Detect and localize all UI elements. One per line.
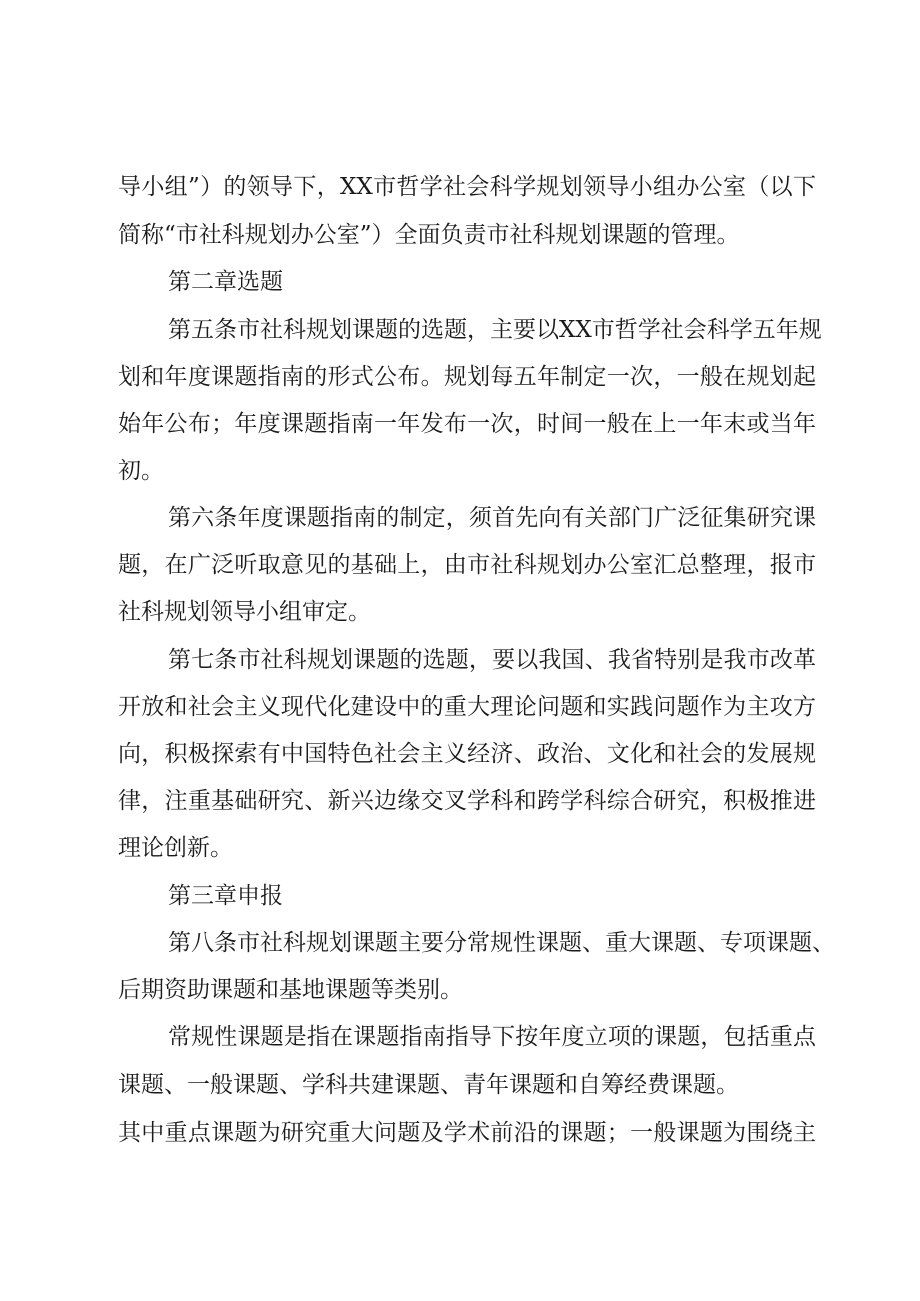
paragraph-line: 开放和社会主义现代化建设中的重大理论问题和实践问题作为主攻方 (118, 694, 816, 720)
paragraph-line: 第五条市社科规划课题的选题，主要以XX市哲学社会科学五年规 (168, 317, 822, 343)
paragraph-line: 律，注重基础研究、新兴边缘交叉学科和跨学科综合研究，积极推进 (118, 788, 816, 814)
paragraph-line: 第七条市社科规划课题的选题，要以我国、我省特别是我市改革 (168, 647, 816, 673)
paragraph-line: 初。 (118, 458, 164, 484)
paragraph-line: 划和年度课题指南的形式公布。规划每五年制定一次，一般在规划起 (118, 364, 816, 390)
paragraph-line: 向，积极探索有中国特色社会主义经济、政治、文化和社会的发展规 (118, 741, 816, 767)
paragraph-line: 理论创新。 (118, 835, 233, 861)
paragraph-line: 第六条年度课题指南的制定，须首先向有关部门广泛征集研究课 (168, 505, 816, 531)
paragraph-line: 课题、一般课题、学科共建课题、青年课题和自筹经费课题。 (118, 1072, 739, 1098)
paragraph-line: 常规性课题是指在课题指南指导下按年度立项的课题，包括重点 (168, 1024, 816, 1050)
paragraph-line: 导小组”）的领导下，XX市哲学社会科学规划领导小组办公室（以下 (118, 174, 816, 200)
paragraph-line: 始年公布；年度课题指南一年发布一次，时间一般在上一年末或当年 (118, 411, 816, 437)
paragraph-line: 题，在广泛听取意见的基础上，由市社科规划办公室汇总整理，报市 (118, 552, 816, 578)
paragraph-line: 后期资助课题和基地课题等类别。 (118, 977, 463, 1003)
paragraph-line: 其中重点课题为研究重大问题及学术前沿的课题；一般课题为围绕主 (118, 1120, 816, 1146)
chapter-heading: 第二章选题 (168, 269, 283, 295)
chapter-heading: 第三章申报 (168, 883, 283, 909)
paragraph-line: 社科规划领导小组审定。 (118, 599, 371, 625)
paragraph-line: 第八条市社科规划课题主要分常规性课题、重大课题、专项课题、 (168, 930, 835, 956)
paragraph-line: 简称“市社科规划办公室”）全面负责市社科规划课题的管理。 (118, 222, 740, 248)
